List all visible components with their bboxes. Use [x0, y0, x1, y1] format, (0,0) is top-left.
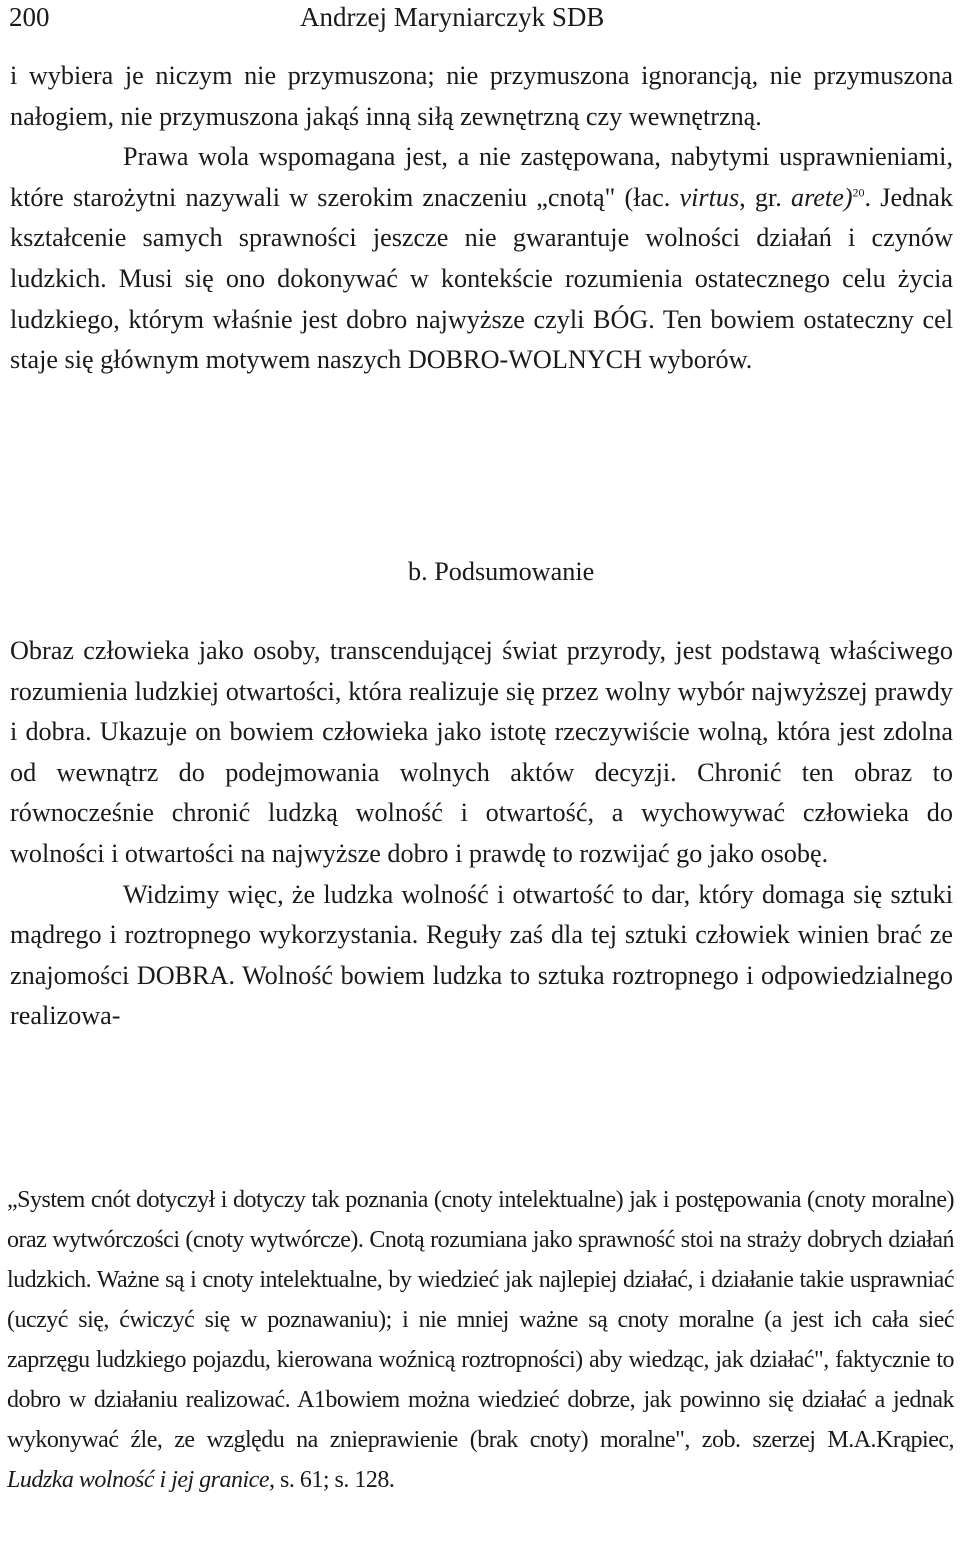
- paragraph-text: . Jednak kształcenie samych sprawności jeszcze nie gwarantuje wolności działań i czynów ludzkich. Musi się ono dokonywać w kontekście rozumienia ostatecznego celu życia ludzkiego, którym właśnie jest dobro najwyższe czyli BÓG. Ten bowiem ostateczny cel staje się głównym motywem naszych DOBRO-WOLNYCH wyborów.: [10, 182, 953, 375]
- paragraph-text: , gr.: [739, 182, 791, 212]
- paragraph-text: Prawa wola wspomagana jest, a nie zastępowana, nabytymi usprawnieniami, które starożytni nazywali w szerokim znaczeniu „cnotą" (łac.: [10, 142, 953, 212]
- paragraph-continuation: i wybiera je niczym nie przymuszona; nie przymuszona ignorancją, nie przymuszona nałogiem, nie przymuszona jakąś inną siłą zewnętrzną czy wewnętrzną.: [10, 61, 953, 131]
- paragraph-will: [10, 137, 953, 381]
- paragraph-summary: Obraz człowieka jako osoby, transcendującej świat przyrody, jest podstawą właściwego rozumienia ludzkiej otwartości, która realizuje się przez wolny wybór najwyższej prawdy i dobra. Ukazuje on bowiem człowieka jako istotę rzeczywiście wolną, która jest zdolna od wewnątrz do podejmowania wolnych aktów decyzji. Chronić ten obraz to równocześnie chronić ludzką wolność i otwartość, a wychowywać człowieka do wolności i otwartości na najwyższe dobro i prawdę to rozwijać go jako osobę.: [10, 636, 953, 868]
- section-heading: b. Podsumowanie: [408, 557, 595, 586]
- footnote-text: [7, 1180, 954, 1500]
- footnote-marker[interactable]: 20: [852, 185, 865, 200]
- footnote-body: „System cnót dotyczył i dotyczy tak poznania (cnoty intelektualne) jak i postępowania (cnoty moralne) oraz wytwórczości (cnoty wytwórcze). Cnotą rozumiana jako sprawność stoi na straży dobrych działań ludzkich. Ważne są i cnoty intelektualne, by wiedzieć jak najlepiej działać, i działanie takie usprawniać (uczyć się, ćwiczyć się w poznawaniu); i nie mniej ważne są cnoty moralne (a jest ich cała sieć zaprzęgu ludzkiego pojazdu, kierowana woźnicą roztropności) aby wiedząc, jak działać", faktycznie to dobro w działaniu realizować. A1bowiem można wiedzieć dobrze, jak powinno się działać a jednak wykonywać źle, ze względu na znieprawienie (brak cnoty) moralne", zob. szerzej M.A.Krąpiec,: [7, 1187, 954, 1453]
- cited-title: Ludzka wolność i jej granice,: [7, 1467, 275, 1493]
- paragraph-conclusion: Widzimy więc, że ludzka wolność i otwartość to dar, który domaga się sztuki mądrego i roztropnego wykorzystania. Reguły zaś dla tej sztuki człowiek winien brać ze znajomości DOBRA. Wolność bowiem ludzka to sztuka roztropnego i odpowiedzialnego realizowa-: [10, 879, 953, 1031]
- latin-term: virtus: [679, 182, 740, 212]
- greek-term: arete): [790, 182, 853, 212]
- running-head: Andrzej Maryniarczyk SDB: [300, 2, 605, 32]
- page-header: [0, 0, 960, 34]
- page-number: 200: [9, 2, 50, 32]
- main-text-block-2: [10, 631, 953, 1037]
- footnote-pages: s. 61; s. 128.: [274, 1467, 395, 1493]
- main-text-block-1: [10, 56, 953, 381]
- footnote-20: [7, 1180, 954, 1500]
